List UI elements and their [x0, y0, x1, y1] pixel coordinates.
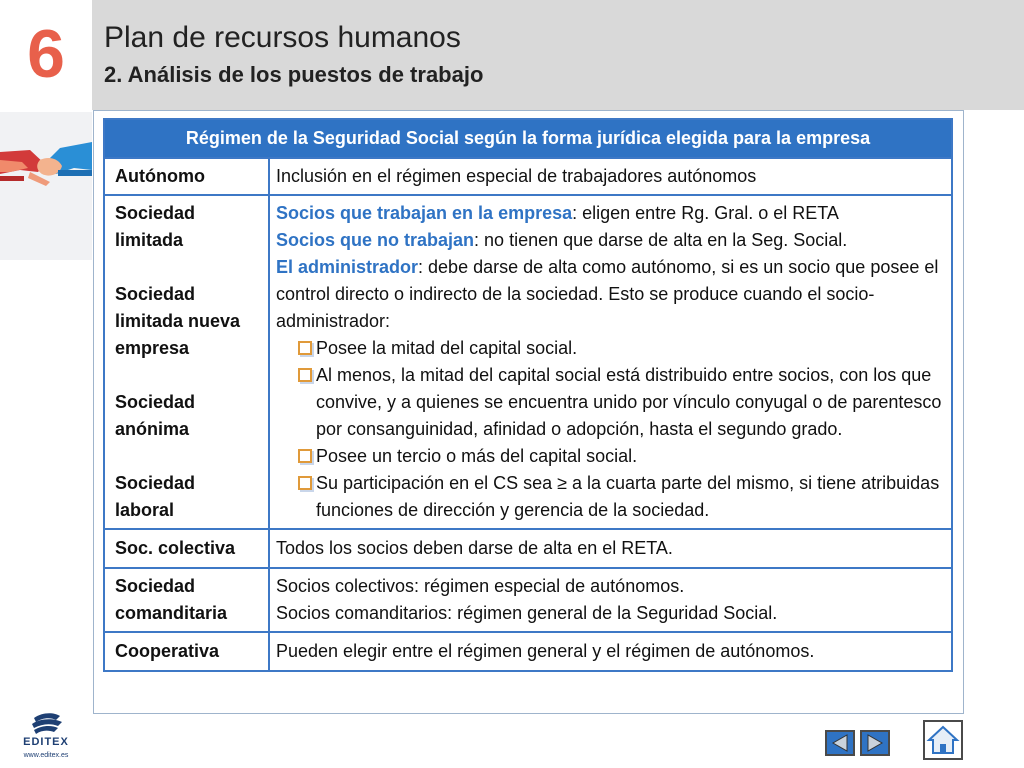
- next-arrow-icon: [862, 732, 888, 754]
- next-slide-button[interactable]: [860, 730, 890, 756]
- row-desc-group: [269, 568, 952, 632]
- label-sociedad-limitada: Sociedad limitada: [115, 203, 196, 250]
- row-label-group: [104, 195, 269, 529]
- page-title: Plan de recursos humanos: [104, 21, 461, 54]
- logo-name: EDITEX: [23, 736, 69, 748]
- row-desc: Todos los socios deben darse de alta en el RETA.: [269, 529, 952, 568]
- label-sociedad-anonima: Sociedad anónima: [115, 392, 196, 439]
- prev-slide-button[interactable]: [825, 730, 855, 756]
- body-text: : no tienen que darse de alta en la Seg. Social.: [474, 230, 848, 250]
- editex-logo: [10, 712, 82, 768]
- spacer: [115, 362, 258, 389]
- list-item: [276, 443, 945, 470]
- prev-arrow-icon: [827, 732, 853, 754]
- row-desc-group: [269, 195, 952, 529]
- row-desc: Inclusión en el régimen especial de trabajadores autónomos: [269, 158, 952, 195]
- page-header: [92, 0, 1024, 110]
- row-desc-line: Socios colectivos: régimen especial de autónomos.: [276, 576, 685, 596]
- line-administrador: [276, 254, 945, 335]
- spacer: [115, 443, 258, 470]
- label-sociedad-laboral: Sociedad laboral: [115, 473, 196, 520]
- checkbox-bullet-icon: [298, 341, 312, 355]
- table-row-comanditaria: [104, 568, 952, 632]
- handshake-icon: [0, 112, 92, 260]
- checkbox-bullet-icon: [298, 449, 312, 463]
- table-header-row: [104, 119, 952, 158]
- row-desc: Pueden elegir entre el régimen general y el régimen de autónomos.: [269, 632, 952, 671]
- bullet-text: Posee un tercio o más del capital social.: [316, 446, 638, 466]
- body-text: : debe darse de alta como autónomo, si es un socio que posee el control directo o indirecto de la sociedad. Esto se produce cuando el socio-administrador:: [276, 257, 939, 331]
- highlight-text: Socios que trabajan en la empresa: [276, 203, 573, 223]
- table-row-colectiva: [104, 529, 952, 568]
- highlight-text: El administrador: [276, 257, 419, 277]
- social-security-table: [103, 118, 953, 672]
- table-row-autonomo: [104, 158, 952, 195]
- home-icon: [925, 722, 961, 758]
- list-item: [276, 335, 945, 362]
- highlight-text: Socios que no trabajan: [276, 230, 475, 250]
- row-label: Soc. colectiva: [104, 529, 269, 568]
- row-label: Autónomo: [104, 158, 269, 195]
- home-button[interactable]: [923, 720, 963, 760]
- line-socios-trabajan: [276, 200, 945, 227]
- checkbox-bullet-icon: [298, 476, 312, 490]
- body-text: : eligen entre Rg. Gral. o el RETA: [572, 203, 839, 223]
- table-heading: Régimen de la Seguridad Social según la forma jurídica elegida para la empresa: [104, 119, 952, 158]
- handshake-image: [0, 112, 92, 260]
- bullet-text: Posee la mitad del capital social.: [316, 338, 578, 358]
- row-label: Cooperativa: [104, 632, 269, 671]
- row-desc-line: Socios comanditarios: régimen general de la Seguridad Social.: [276, 603, 778, 623]
- spacer: [115, 254, 258, 281]
- list-item: [276, 470, 945, 524]
- chapter-number: 6: [27, 16, 65, 92]
- bullet-text: Su participación en el CS sea ≥ a la cuarta parte del mismo, si tiene atribuidas funciones de dirección y gerencia de la sociedad.: [316, 473, 940, 520]
- editex-logo-icon: [10, 712, 82, 736]
- table-row-cooperativa: [104, 632, 952, 671]
- page-subtitle: 2. Análisis de los puestos de trabajo: [104, 62, 484, 87]
- logo-url: www.editex.es: [23, 752, 69, 759]
- list-item: [276, 362, 945, 443]
- line-socios-no-trabajan: [276, 227, 945, 254]
- checkbox-bullet-icon: [298, 368, 312, 382]
- table-row-sociedades: [104, 195, 952, 529]
- bullet-text: Al menos, la mitad del capital social está distribuido entre socios, con los que convive, y a quienes se encuentra unido por vínculo conyugal o de parentesco por consanguinidad, afinidad o adopción, hasta el segundo grado.: [316, 365, 942, 439]
- chapter-badge: [0, 0, 92, 110]
- label-sociedad-limitada-nueva: Sociedad limitada nueva empresa: [115, 284, 241, 358]
- row-label: Sociedad comanditaria: [104, 568, 269, 632]
